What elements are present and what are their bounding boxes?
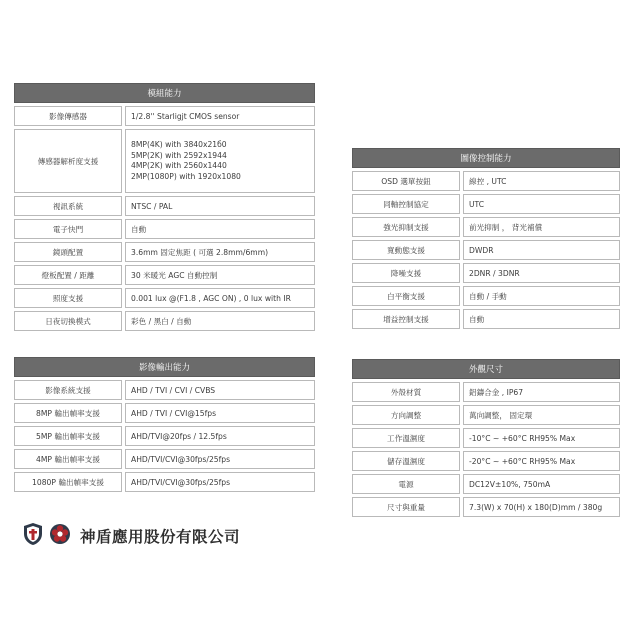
spec-value: 線控 , UTC xyxy=(463,171,620,191)
spec-row xyxy=(14,426,315,446)
brand-footer xyxy=(22,522,240,550)
spec-row xyxy=(14,449,315,469)
spec-label: 4MP 輸出幀率支援 xyxy=(14,449,122,469)
spec-value xyxy=(125,129,315,193)
spec-row xyxy=(14,106,315,126)
spec-row xyxy=(14,196,315,216)
spec-row xyxy=(352,171,620,191)
module-capabilities-header: 模組能力 xyxy=(14,83,315,103)
resolution-line: 8MP(4K) with 3840x21б0 xyxy=(131,140,227,149)
spec-row xyxy=(352,497,620,517)
spec-label: 降噪支援 xyxy=(352,263,460,283)
spec-value: AHD / TVI / CVI / CVBS xyxy=(125,380,315,400)
spec-value: 3.6mm 固定焦距 ( 可選 2.8mm/6mm) xyxy=(125,242,315,262)
spec-value: 自動 xyxy=(125,219,315,239)
spec-label: 外殼材質 xyxy=(352,382,460,402)
spec-value: AHD/TVI/CVI@30fps/25fps xyxy=(125,472,315,492)
dimensions-header: 外觀尺寸 xyxy=(352,359,620,379)
resolution-line: 5MP(2K) with 2592x1944 xyxy=(131,150,227,160)
shield-logo-icon xyxy=(22,522,44,550)
spec-label: 電子快門 xyxy=(14,219,122,239)
spec-label: 同軸控制協定 xyxy=(352,194,460,214)
spec-label: 燈板配置 / 距離 xyxy=(14,265,122,285)
spec-row xyxy=(14,403,315,423)
spec-row xyxy=(352,240,620,260)
dimensions-panel xyxy=(352,359,620,517)
spec-label: 方向調整 xyxy=(352,405,460,425)
spec-row xyxy=(14,288,315,308)
spec-label: 增益控制支援 xyxy=(352,309,460,329)
spec-value: AHD/TVI/CVI@30fps/25fps xyxy=(125,449,315,469)
spec-row xyxy=(14,380,315,400)
flower-logo-icon xyxy=(48,522,72,550)
spec-label: 影像傳感器 xyxy=(14,106,122,126)
spec-row xyxy=(352,217,620,237)
spec-value: 自動 xyxy=(463,309,620,329)
spec-value: 2DNR / 3DNR xyxy=(463,263,620,283)
image-control-panel xyxy=(352,148,620,329)
spec-label: 白平衡支援 xyxy=(352,286,460,306)
image-control-header: 圖像控制能力 xyxy=(352,148,620,168)
spec-row xyxy=(14,311,315,331)
spec-value: UTC xyxy=(463,194,620,214)
spec-row xyxy=(14,129,315,193)
spec-value: -10°C ~ +60°C RH95% Max xyxy=(463,428,620,448)
spec-value: DC12V±10%, 750mA xyxy=(463,474,620,494)
spec-value: NTSC / PAL xyxy=(125,196,315,216)
spec-label: 鏡頭配置 xyxy=(14,242,122,262)
spec-row xyxy=(352,263,620,283)
resolution-line: 2MP(1080P) with 1920x1080 xyxy=(131,171,241,181)
video-output-header: 影像輸出能力 xyxy=(14,357,315,377)
spec-value: 0.001 lux @(F1.8 , AGC ON) , 0 lux with IR xyxy=(125,288,315,308)
company-name: 神盾應用股份有限公司 xyxy=(80,528,241,546)
spec-value: 1/2.8'' Starligjt CMOS sensor xyxy=(125,106,315,126)
spec-row xyxy=(14,265,315,285)
spec-label: 強光抑制支援 xyxy=(352,217,460,237)
spec-row xyxy=(352,382,620,402)
module-capabilities-panel xyxy=(14,83,315,331)
spec-value: DWDR xyxy=(463,240,620,260)
spec-label: 日夜切換模式 xyxy=(14,311,122,331)
spec-label: 工作溫濕度 xyxy=(352,428,460,448)
spec-value: 前光抑制 ， 背光補償 xyxy=(463,217,620,237)
spec-value: 自動 / 手動 xyxy=(463,286,620,306)
spec-row xyxy=(352,474,620,494)
spec-label: 8MP 輸出幀率支援 xyxy=(14,403,122,423)
spec-value: AHD/TVI@20fps / 12.5fps xyxy=(125,426,315,446)
spec-row xyxy=(352,428,620,448)
spec-label: 5MP 輸出幀率支援 xyxy=(14,426,122,446)
spec-label: 影像系統支援 xyxy=(14,380,122,400)
spec-label: OSD 選單按鈕 xyxy=(352,171,460,191)
spec-label: 傳感器解析度支援 xyxy=(14,129,122,193)
spec-row xyxy=(14,242,315,262)
spec-value: 萬向調整， 固定環 xyxy=(463,405,620,425)
spec-label: 尺寸與重量 xyxy=(352,497,460,517)
spec-value: AHD / TVI / CVI@15fps xyxy=(125,403,315,423)
spec-value: 30 米暖光 AGC 自動控制 xyxy=(125,265,315,285)
spec-value: -20°C ~ +60°C RH95% Max xyxy=(463,451,620,471)
spec-row xyxy=(352,451,620,471)
spec-value: 7.3(W) x 70(H) x 180(D)mm / 380g xyxy=(463,497,620,517)
spec-row xyxy=(352,309,620,329)
spec-label: 1080P 輸出幀率支援 xyxy=(14,472,122,492)
spec-row xyxy=(14,219,315,239)
spec-value: 鋁鑄合金 , IP67 xyxy=(463,382,620,402)
spec-row xyxy=(352,286,620,306)
spec-label: 電源 xyxy=(352,474,460,494)
spec-row xyxy=(352,194,620,214)
spec-row xyxy=(352,405,620,425)
spec-label: 寬動態支援 xyxy=(352,240,460,260)
spec-label: 照度支援 xyxy=(14,288,122,308)
spec-label: 儲存溫濕度 xyxy=(352,451,460,471)
spec-value: 彩色 / 黑白 / 自動 xyxy=(125,311,315,331)
video-output-panel xyxy=(14,357,315,492)
resolution-line: 4MP(2K) with 2560x1440 xyxy=(131,161,227,170)
spec-row xyxy=(14,472,315,492)
spec-label: 視訊系統 xyxy=(14,196,122,216)
